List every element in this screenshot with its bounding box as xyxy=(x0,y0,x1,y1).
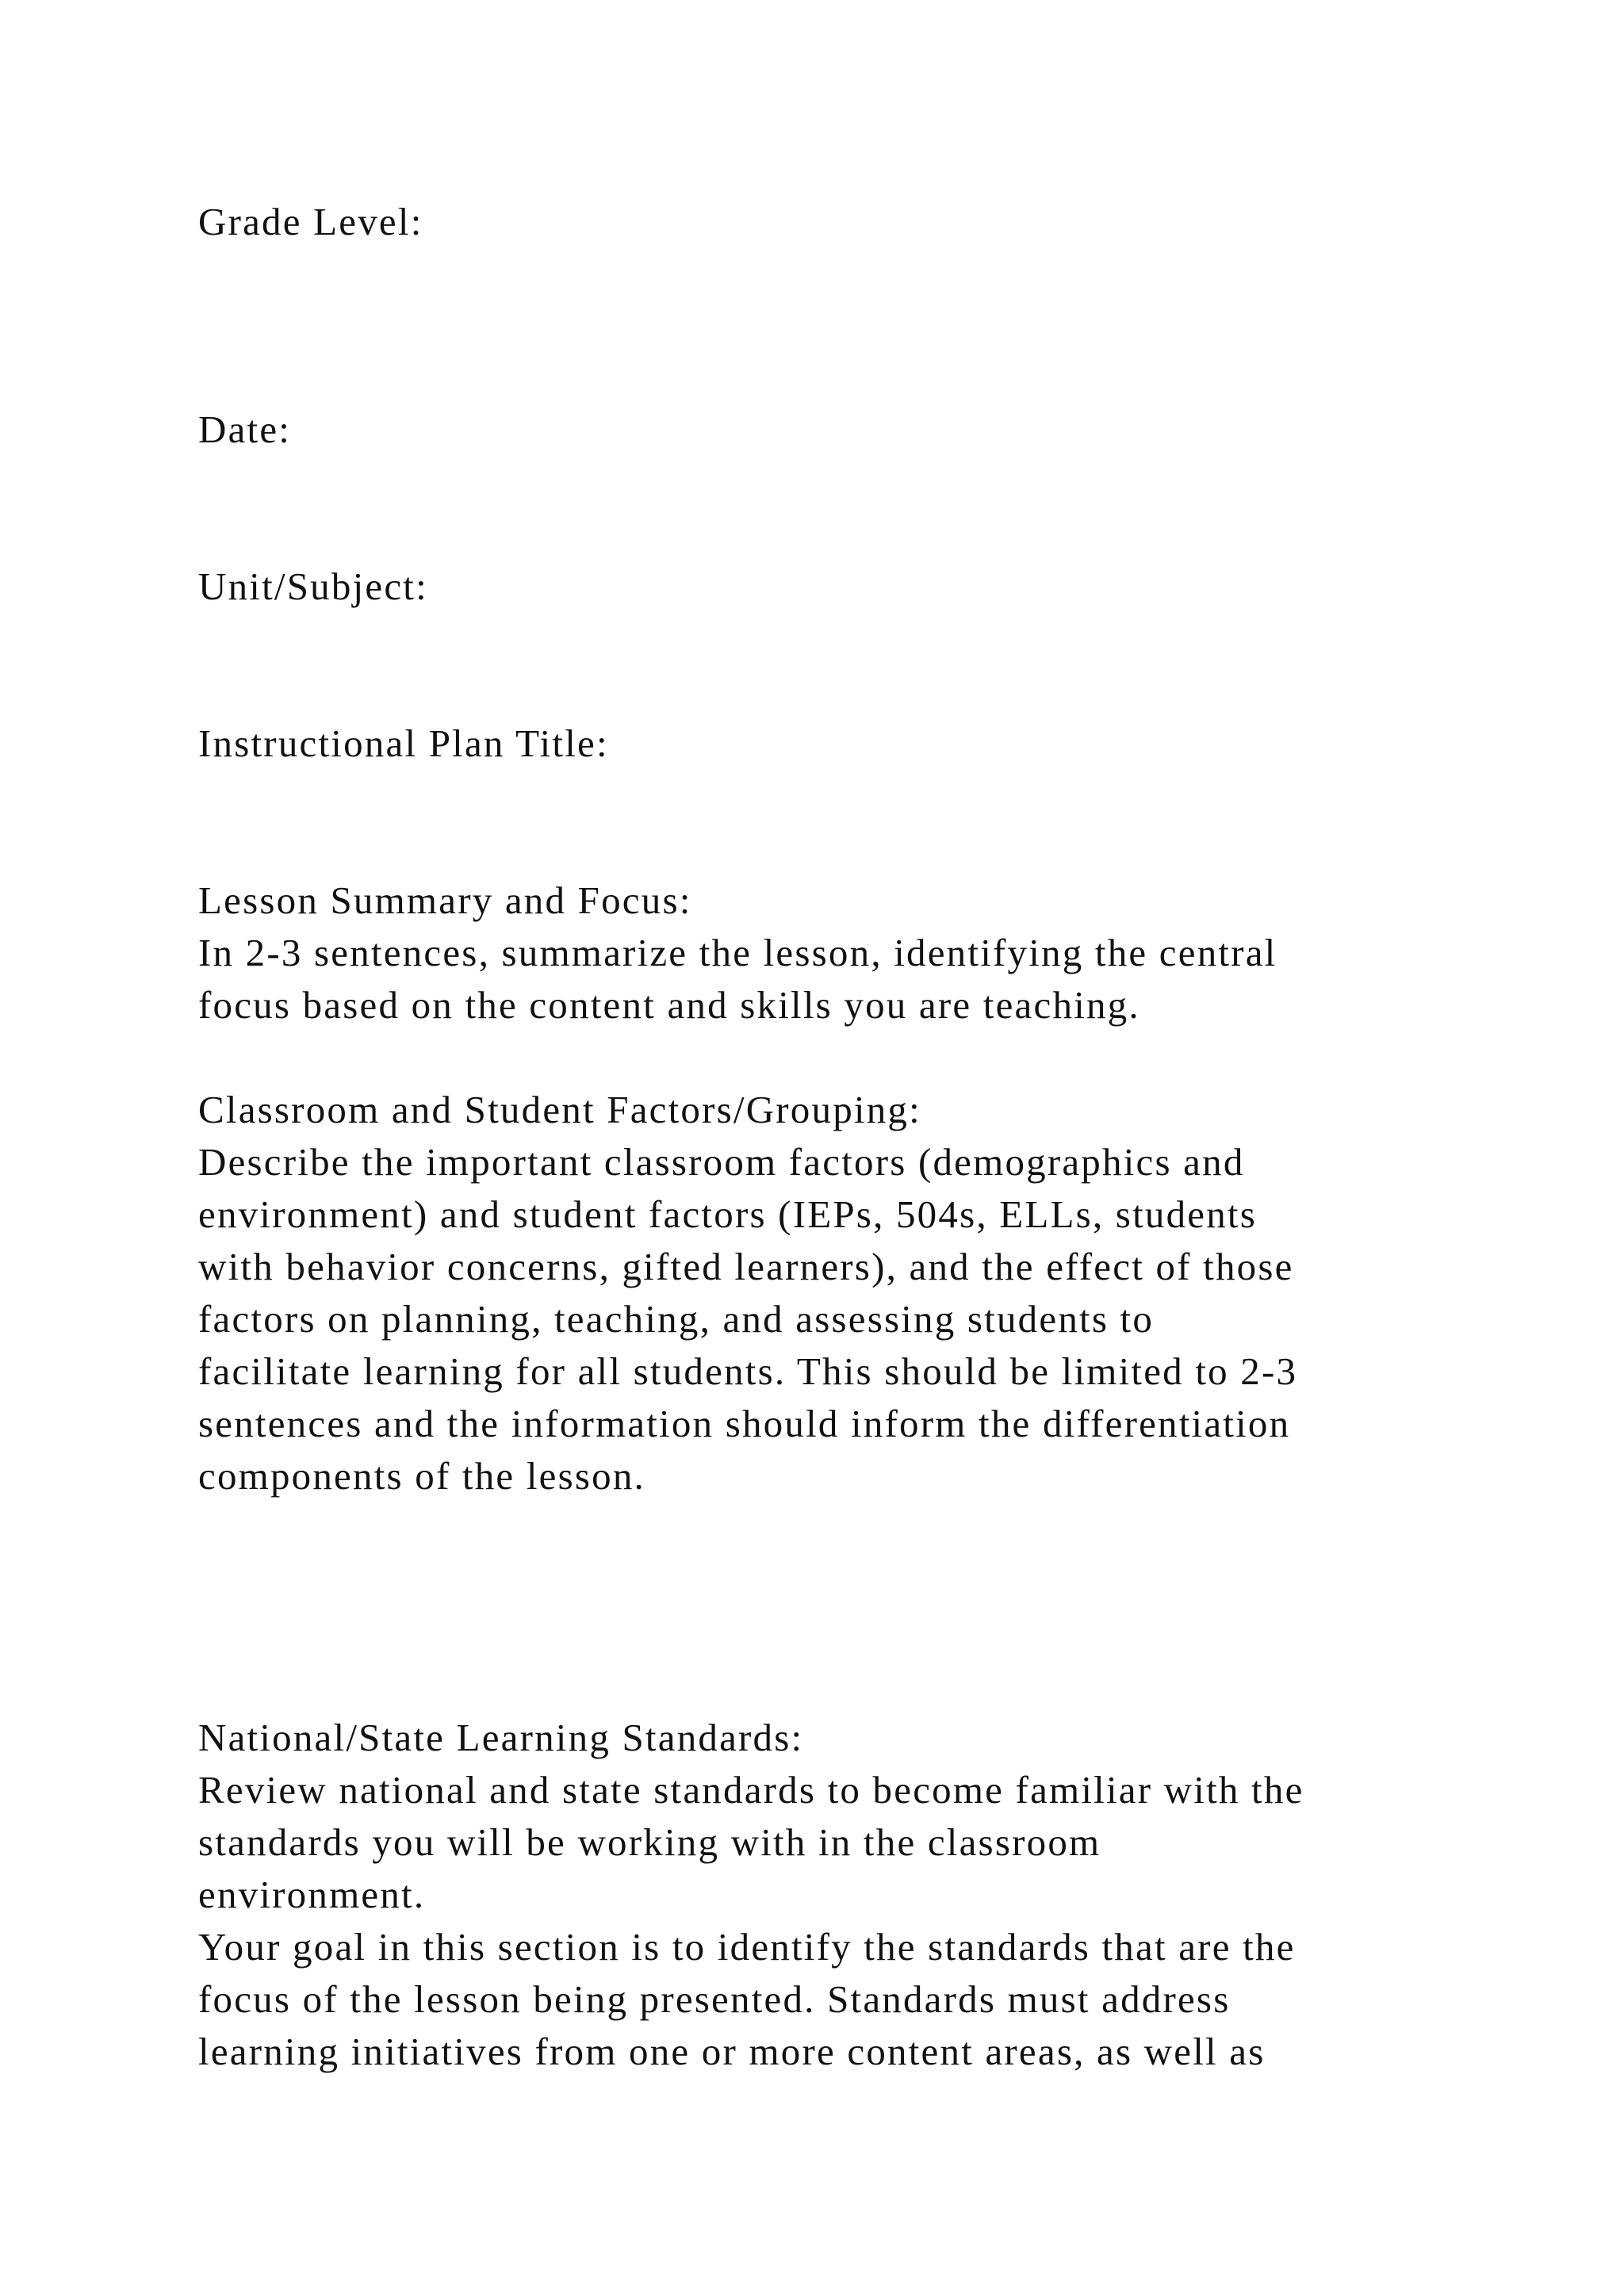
standards-line: environment. xyxy=(198,1873,426,1916)
standards-line: focus of the lesson being presented. Standards must address xyxy=(198,1977,1231,2021)
grade-level-label: Grade Level: xyxy=(198,200,423,243)
classroom-factors-line: environment) and student factors (IEPs, 504s, ELLs, students xyxy=(198,1192,1258,1236)
classroom-factors-line: sentences and the information should inform the differentiation xyxy=(198,1402,1291,1445)
date-label: Date: xyxy=(198,408,292,451)
classroom-factors-heading: Classroom and Student Factors/Grouping: xyxy=(198,1088,921,1131)
classroom-factors-line: Describe the important classroom factors (demographics and xyxy=(198,1140,1245,1184)
classroom-factors-line: components of the lesson. xyxy=(198,1454,645,1498)
standards-line: standards you will be working with in the classroom xyxy=(198,1820,1101,1864)
classroom-factors-line: with behavior concerns, gifted learners), and the effect of those xyxy=(198,1245,1294,1288)
standards-line: Your goal in this section is to identify the standards that are the xyxy=(198,1925,1296,1969)
standards-line: Review national and state standards to become familiar with the xyxy=(198,1768,1304,1812)
classroom-factors-line: factors on planning, teaching, and assessing students to xyxy=(198,1297,1155,1341)
lesson-summary-heading: Lesson Summary and Focus: xyxy=(198,878,692,922)
lesson-summary-line: In 2-3 sentences, summarize the lesson, identifying the central xyxy=(198,931,1277,974)
standards-heading: National/State Learning Standards: xyxy=(198,1716,804,1759)
unit-subject-label: Unit/Subject: xyxy=(198,564,428,608)
instructional-plan-title-label: Instructional Plan Title: xyxy=(198,721,609,765)
classroom-factors-line: facilitate learning for all students. This should be limited to 2-3 xyxy=(198,1349,1298,1393)
standards-line: learning initiatives from one or more content areas, as well as xyxy=(198,2030,1266,2073)
lesson-summary-line: focus based on the content and skills you are teaching. xyxy=(198,983,1140,1027)
